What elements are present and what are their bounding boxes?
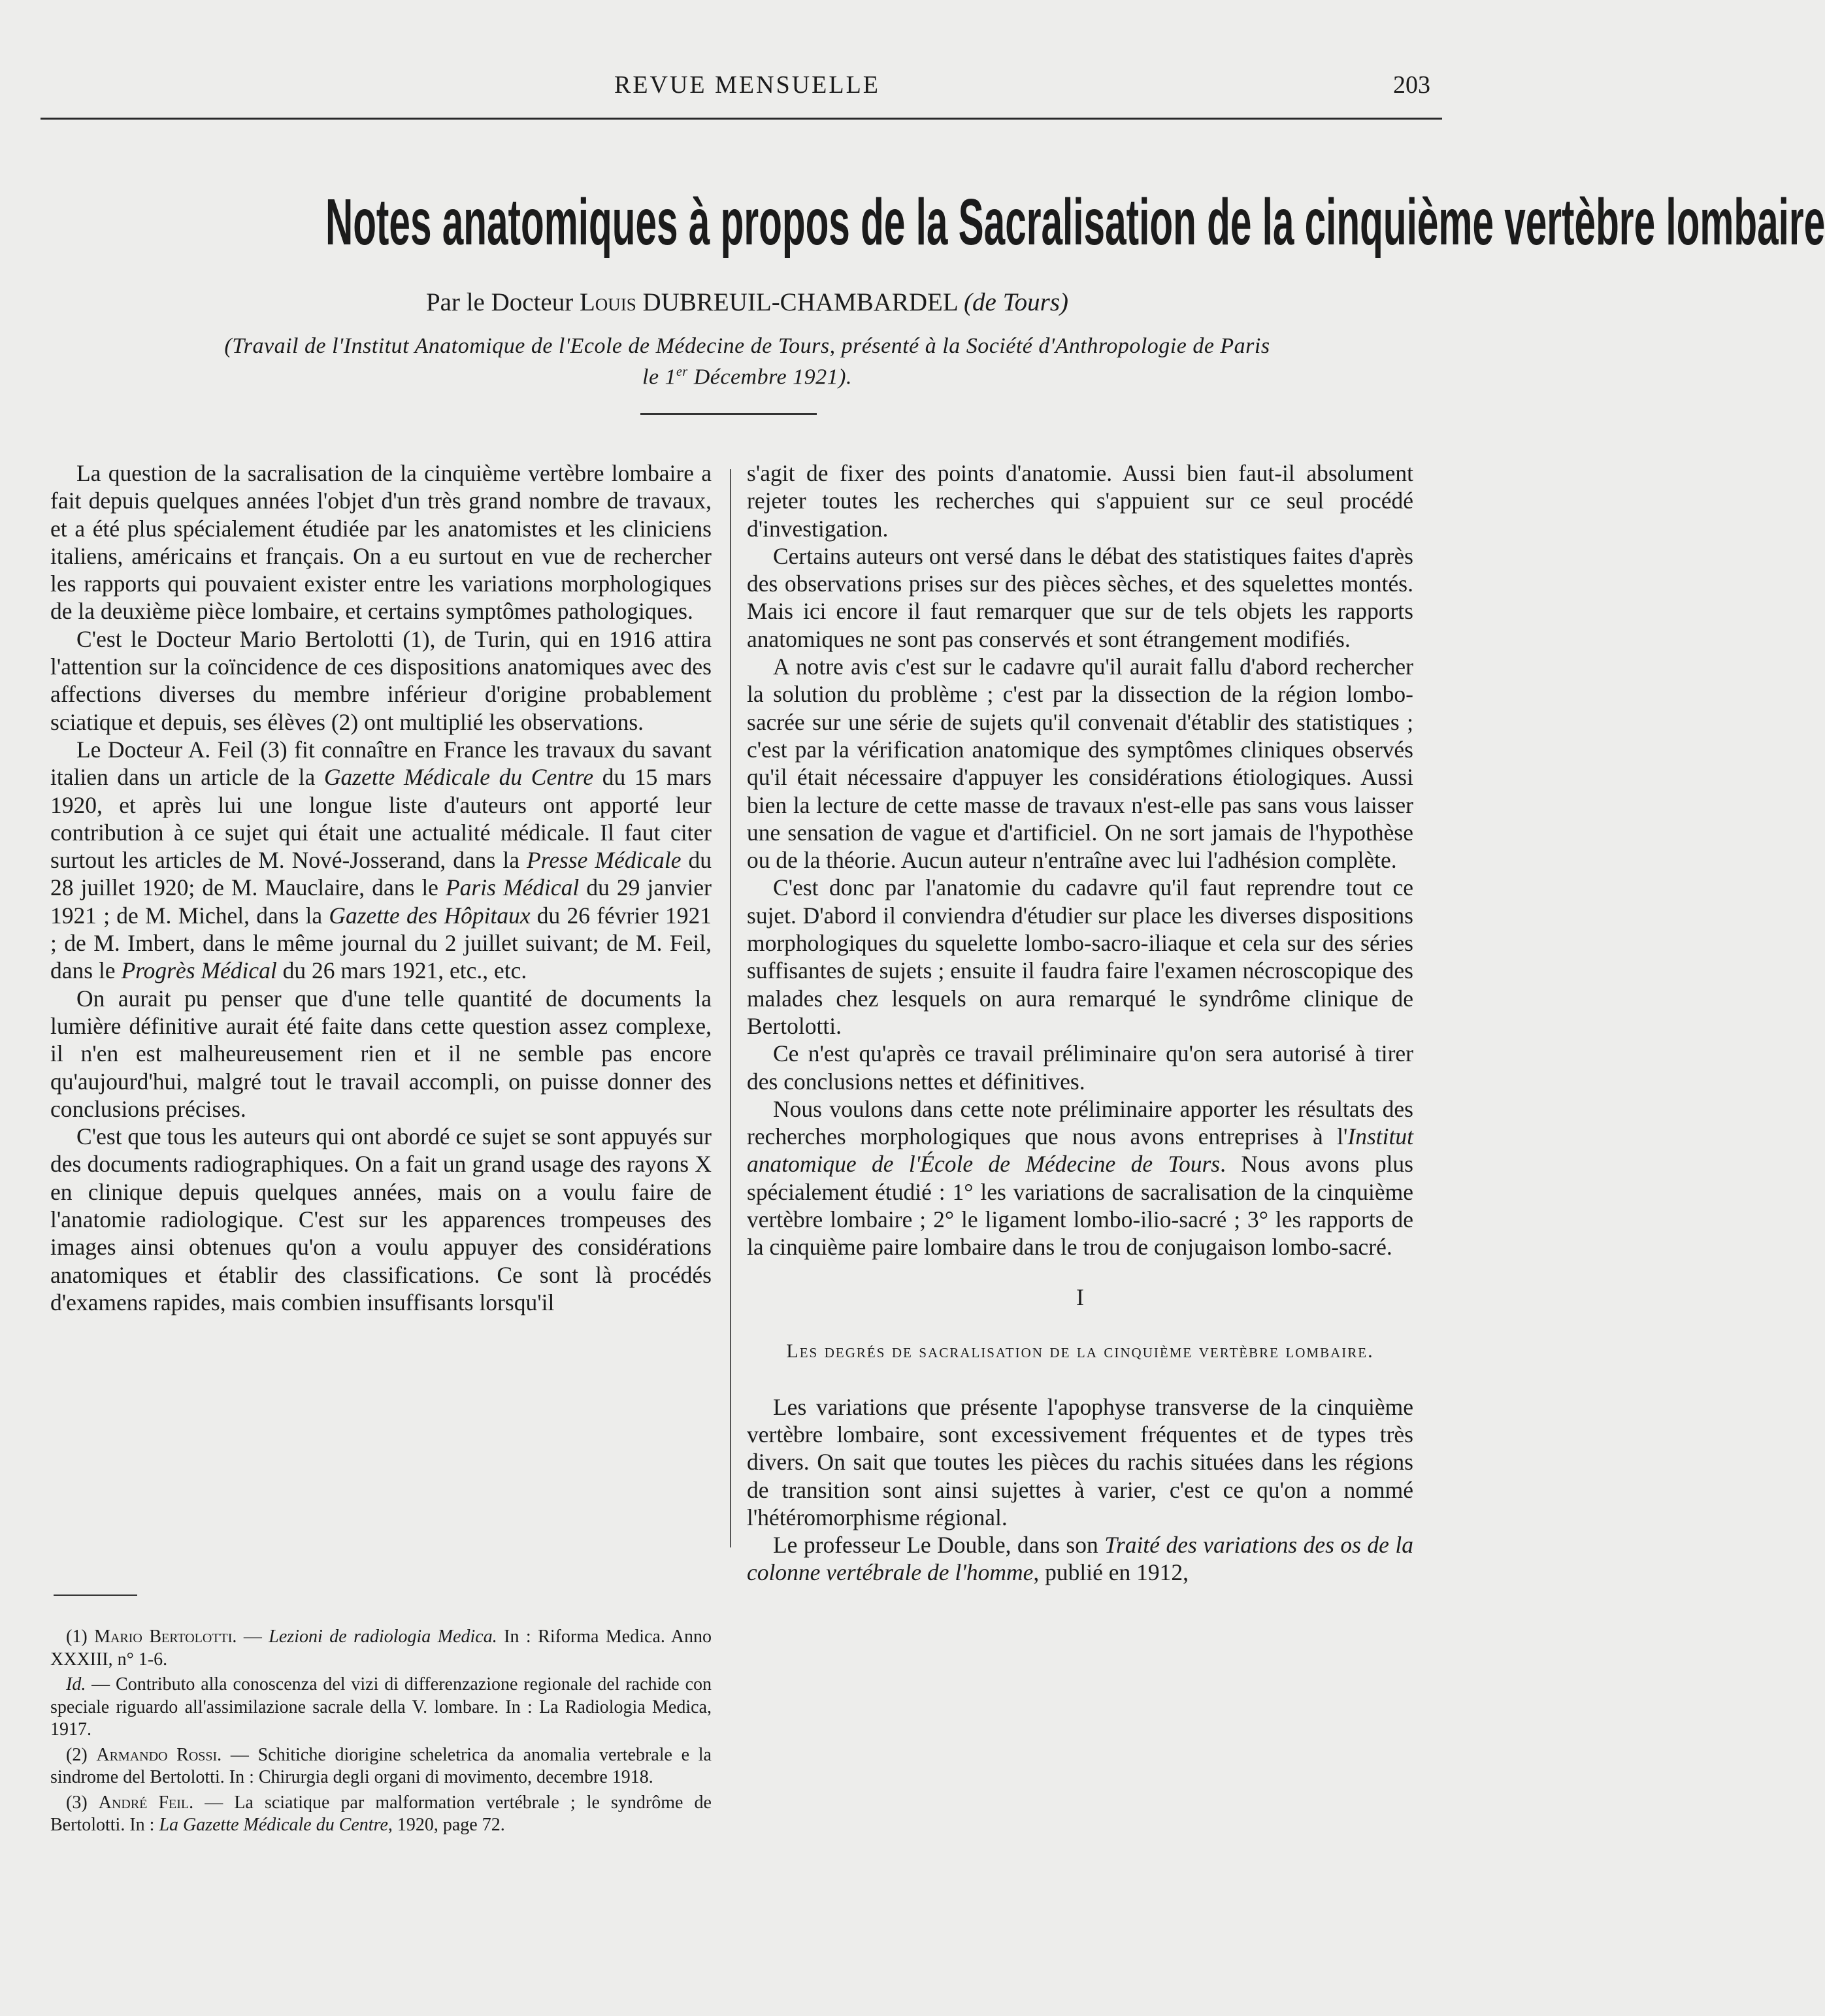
institution-name: Institut anatomique de l'École de Médecine de Tours [747,1123,1413,1178]
author-surname: DUBREUIL-CHAMBARDEL [636,288,964,316]
ibid-mark: Id. [66,1674,86,1694]
left-column [50,459,712,1316]
paragraph: La question de la sacralisation de la cinquième vertèbre lombaire a fait depuis quelques années l'objet d'un très grand nombre de travaux, et a été plus spécialement étudiée par les anatomistes et les cliniciens italiens, américains et français. On a eu surtout en vue de rechercher les rapports qui pouvaient exister entre les variations morphologiques de la deuxième pièce lombaire, et certains symptômes pathologiques. [50,460,712,625]
text-run: — Schitiche diorigine scheletrica da anomalia vertebrale e la sindrome del Bertolotti. In : Chirurgia degli organi di movimento, decembre 1918. [50,1744,712,1787]
text-run: Le Docteur A. Feil (3) fit connaître en France les travaux du savant italien dans un article de la [50,736,712,791]
journal-title: Gazette des Hôpitaux [329,902,531,929]
header-rule [41,118,1442,120]
book-title: Traité des variations des os de la colonne vertébrale de l'homme [747,1532,1413,1586]
text-run: du 26 février 1921 ; de M. Imbert, dans le même journal du 2 juillet suivant; de M. Feil, dans le [50,902,712,984]
footnote-author: Armando Rossi. [96,1744,222,1765]
footnote-3 [50,1792,712,1837]
paragraph: C'est que tous les auteurs qui ont abordé ce sujet se sont appuyés sur des documents radiographiques. On a fait un grand usage des rayons X en clinique depuis quelques années, mais on a voulu faire de l'anatomie radiologique. C'est sur les apparences trompeuses des images ainsi obtenues qu'on a voulu appuyer des considérations anatomiques et établir des classifications. Ce sont là procédés d'examens rapides, mais combien insuffisants lorsqu'il [50,1123,712,1315]
text-run: — La sciatique par malformation vertébrale ; le syndrôme de Bertolotti. In : [50,1792,712,1835]
footnote-number: (1) [66,1627,95,1647]
footnote-number: (3) [66,1792,99,1813]
text-run: du 29 janvier 1921 ; de M. Michel, dans la [50,874,712,929]
author-place: (de Tours) [964,288,1069,316]
footnote-rule [54,1595,137,1596]
paragraph: s'agit de fixer des points d'anatomie. Aussi bien faut-il absolument rejeter toutes les recherches qui s'appuient sur ce seul procédé d'investigation. [747,460,1413,542]
footnote-author: Mario Bertolotti. [94,1627,237,1647]
footnotes [50,1626,712,1840]
text-run: , 1920, page 72. [387,1815,505,1835]
footnote-author: André Feil. [98,1792,194,1813]
footnote-number: (2) [66,1744,97,1765]
note-date-prefix: le 1 [642,365,677,389]
paragraph [50,736,712,985]
paragraph: On aurait pu penser que d'une telle quantité de documents la lumière définitive aurait été faite dans cette question assez complexe, il n'en est malheureusement rien et il ne semble pas encore qu'aujourd'hui, malgré tout le travail accompli, on puisse donner des conclusions précises. [50,985,712,1122]
institution-note-line2 [0,365,1494,389]
text-run: , publié en 1912, [1033,1559,1189,1586]
paragraph: A notre avis c'est sur le cadavre qu'il aurait fallu d'abord rechercher la solution du problème ; c'est par la dissection de la région lombo-sacrée sur une série de sujets qu'il convenait d'établir des statistiques ; c'est par la vérification anatomique des symptômes cliniques observés qu'il était nécessaire d'appuyer les considérations étiologiques. Aussi bien la lecture de cette masse de travaux n'est-elle pas sans vous laisser une sensation de vague et d'artificiel. On ne sort jamais de l'hypothèse ou de la théorie. Aucun auteur n'entraîne avec lui l'adhésion complète. [747,653,1413,874]
running-title: REVUE MENSUELLE [614,71,881,99]
paragraph [747,1531,1413,1587]
footnote-title: Lezioni de radiologia Medica. [269,1627,497,1647]
byline [0,288,1494,317]
text-run: Nous voulons dans cette note préliminaire apporter les résultats des recherches morphologiques que nous avons entreprises à l' [747,1095,1413,1150]
column-divider [730,469,731,1547]
text-run: du 26 mars 1921, etc., etc. [276,957,527,984]
text-run: In : Riforma Medica. Anno XXXIII, n° 1-6. [50,1627,712,1670]
author-first-name: Louis [579,288,636,316]
institution-note-line1: (Travail de l'Institut Anatomique de l'Ecole de Médecine de Tours, présenté à la Société d'Anthropologie de Paris [224,334,1270,358]
article-title: Notes anatomiques à propos de la Sacralisation de la cinquième vertèbre lombaire [325,186,1825,259]
journal-title: Paris Médical [445,874,580,901]
section-heading: Les degrés de sacralisation de la cinquième vertèbre lombaire. [786,1340,1374,1362]
footnote-1b [50,1674,712,1742]
note-date-rest: Décembre 1921). [687,365,852,389]
journal-title: La Gazette Médicale du Centre [159,1815,388,1835]
journal-title: Gazette Médicale du Centre [323,764,594,791]
text-run: — [237,1627,269,1647]
section-number: I [1076,1283,1084,1310]
running-head [39,71,1455,110]
page-number: 203 [1393,71,1430,99]
text-run: — Contributo alla conoscenza del vizi di differenzazione regionale del rachide con speciale riguardo all'assimilazione sacrale della V. lombare. In : La Radiologia Medica, 1917. [50,1674,712,1740]
paragraph: Certains auteurs ont versé dans le débat des statistiques faites d'après des observations prises sur des pièces sèches, et des squelettes montés. Mais ici encore il faut remarquer que sur de tels objets les rapports anatomiques ne sont pas conservés et sont étrangement modifiés. [747,542,1413,652]
title-rule [640,413,817,415]
right-column [747,459,1413,1587]
text-run: du 15 mars 1920, et après lui une longue liste d'auteurs ont apporté leur contribution à ce sujet qui était une actualité médicale. Il faut citer surtout les articles de M. Nové-Josserand, dans la [50,764,712,874]
paragraph: C'est donc par l'anatomie du cadavre qu'il faut reprendre tout ce sujet. D'abord il conviendra d'étudier sur place les diverses dispositions morphologiques du squelette lombo-sacro-iliaque et cela sur des séries suffisantes de sujets ; ensuite il faudra faire l'examen nécroscopique des malades chez lesquels on aura remarqué le syndrôme clinique de Bertolotti. [747,874,1413,1039]
footnote-2 [50,1744,712,1789]
note-date-sup: er [676,365,688,379]
text-run: Le professeur Le Double, dans son [773,1532,1105,1559]
text-run: du 28 juillet 1920; de M. Mauclaire, dans le [50,847,712,901]
paragraph: C'est le Docteur Mario Bertolotti (1), de Turin, qui en 1916 attira l'attention sur la coïncidence de ces dispositions anatomiques avec des affections diverses du membre inférieur d'origine probablement sciatique et depuis, ses élèves (2) ont multiplié les observations. [50,625,712,735]
paragraph: Les variations que présente l'apophyse transverse de la cinquième vertèbre lombaire, sont excessivement fréquentes et de types très divers. On sait que toutes les pièces du rachis situées dans les régions de transition sont ainsi sujettes à varier, c'est ce qu'on a nommé l'hétéromorphisme régional. [747,1393,1413,1530]
journal-title: Presse Médicale [527,847,682,874]
journal-title: Progrès Médical [121,957,277,984]
footnote-1 [50,1626,712,1671]
text-run: . Nous avons plus spécialement étudié : 1° les variations de sacralisation de la cinquième vertèbre lombaire ; 2° le ligament lombo-ilio-sacré ; 3° les rapports de la cinquième paire lombaire dans le trou de conjugaison lombo-sacré. [747,1151,1413,1261]
paragraph: Ce n'est qu'après ce travail préliminaire qu'on sera autorisé à tirer des conclusions nettes et définitives. [747,1040,1413,1095]
byline-prefix: Par le Docteur [425,288,580,316]
paragraph [747,1095,1413,1261]
